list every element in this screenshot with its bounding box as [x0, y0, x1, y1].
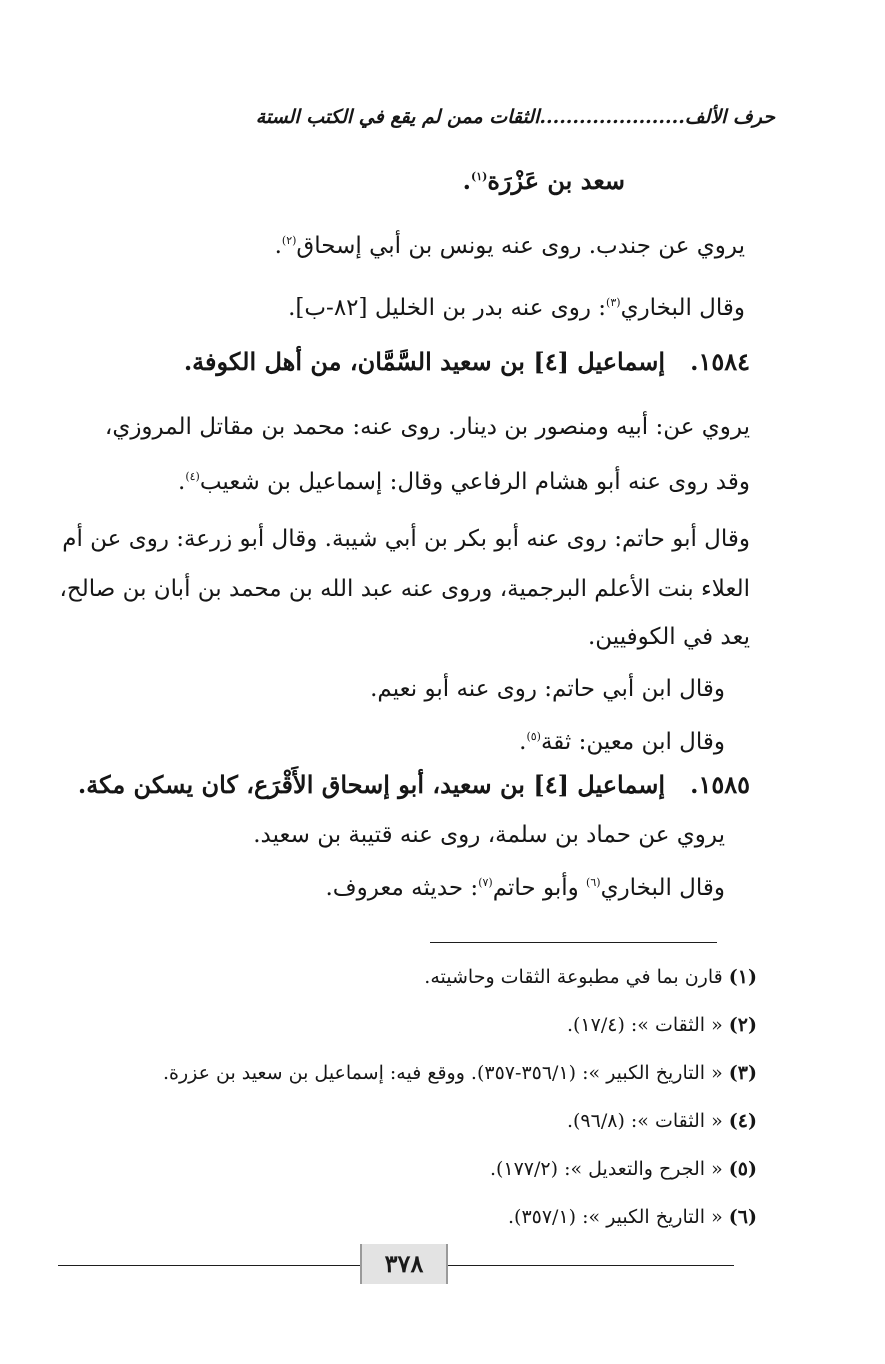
footnote-text: « الجرح والتعديل »: (١٧٧/٢). — [489, 1158, 723, 1180]
footnote-ref: (٤) — [185, 470, 200, 483]
footnote-text: « التاريخ الكبير »: (٣٥٧/١). — [507, 1206, 723, 1228]
entry-number: ١٥٨٤. — [690, 347, 750, 376]
footnote-ref: (٥) — [526, 730, 541, 743]
footnote-5 — [490, 1152, 757, 1186]
footnote-text: « الثقات »: (٩٦/٨). — [566, 1110, 723, 1132]
footnote-number: (٦) — [728, 1206, 757, 1228]
bottom-rule-right — [446, 1265, 734, 1266]
footnote-ref: (١) — [470, 170, 488, 183]
footnote-text: قارن بما في مطبوعة الثقات وحاشيته. — [424, 966, 723, 988]
header-book-title: الثقات ممن لم يقع في الكتب الستة — [255, 106, 540, 128]
footnote-ref: (٢) — [281, 234, 297, 247]
footnote-1 — [424, 960, 757, 994]
narrator-name-line: سعد بن عَزْرَة$^{(١)}$. — [462, 166, 625, 195]
entry-number: ١٥٨٥. — [690, 770, 750, 799]
footnote-number: (١) — [728, 966, 757, 988]
footnote-3 — [163, 1056, 757, 1090]
text-line: العلاء بنت الأعلم البرجمية، وروى عنه عبد الله بن محمد بن أبان بن صالح، — [59, 576, 750, 602]
bottom-rule-left — [58, 1265, 360, 1266]
footnote-ref: (٦) — [586, 876, 601, 889]
footnote-text: « التاريخ الكبير »: (٣٥٦/١-٣٥٧). ووقع فيه: إسماعيل بن سعيد بن عزرة. — [162, 1062, 723, 1084]
text-line: وقال البخاري$^{(٦)}$ وأبو حاتم$^{(٧)}$: حديثه معروف. — [325, 875, 725, 901]
text-line: وقال ابن معين: ثقة$^{(٥)}$. — [519, 729, 725, 755]
header-chapter: حرف الألف — [684, 106, 775, 128]
entry-heading-1585 — [78, 768, 750, 802]
footnote-number: (٥) — [728, 1158, 757, 1180]
footnote-number: (٤) — [728, 1110, 757, 1132]
footnote-ref: (٣) — [606, 296, 621, 309]
footnote-4 — [567, 1104, 757, 1138]
text-line: وقال البخاري$^{(٣)}$: روى عنه بدر بن الخليل [٨٢-ب]. — [288, 295, 745, 321]
header-dots: ...................... — [539, 106, 685, 128]
text-line: وقال أبو حاتم: روى عنه أبو بكر بن أبي شيبة. وقال أبو زرعة: روى عن أم — [62, 526, 750, 552]
footnote-ref: (٧) — [478, 876, 493, 889]
footnote-6 — [508, 1200, 757, 1234]
text-line: وقال ابن أبي حاتم: روى عنه أبو نعيم. — [370, 676, 725, 702]
footnote-number: (٢) — [728, 1014, 757, 1036]
entry-name: إسماعيل [٤] بن سعيد السَّمَّان، من أهل الكوفة. — [183, 347, 665, 376]
footnote-2 — [567, 1008, 757, 1042]
footnote-divider — [430, 942, 717, 943]
running-header — [256, 100, 775, 134]
text-line: يعد في الكوفيين. — [587, 624, 750, 650]
entry-name: إسماعيل [٤] بن سعيد، أبو إسحاق الأَقْرَع، كان يسكن مكة. — [77, 770, 665, 799]
page-number: ٣٧٨ — [360, 1244, 448, 1284]
text-line: وقد روى عنه أبو هشام الرفاعي وقال: إسماعيل بن شعيب$^{(٤)}$. — [178, 469, 750, 495]
text-line: يروي عن جندب. روى عنه يونس بن أبي إسحاق$^{(٢)}$. — [274, 233, 745, 259]
footnote-text: « الثقات »: (١٧/٤). — [566, 1014, 723, 1036]
text-line: يروي عن: أبيه ومنصور بن دينار. روى عنه: محمد بن مقاتل المروزي، — [104, 414, 750, 440]
entry-heading-1584 — [184, 345, 750, 379]
footnote-number: (٣) — [728, 1062, 757, 1084]
text-line: يروي عن حماد بن سلمة، روى عنه قتيبة بن سعيد. — [253, 822, 725, 848]
